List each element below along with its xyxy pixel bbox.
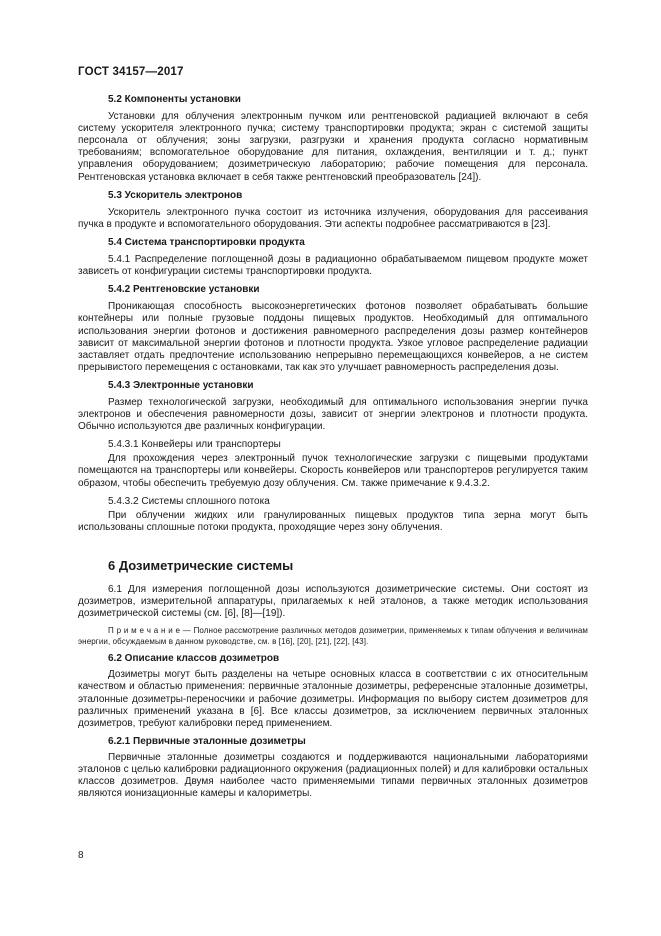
paragraph: 5.4.1 Распределение поглощенной дозы в радиационно обрабатываемом пищевом продукте может зависеть от конфигурации системы транспортировки продукта. bbox=[78, 254, 588, 278]
page-number: 8 bbox=[78, 850, 84, 861]
paragraph: Установки для облучения электронным пучком или рентгеновской радиацией включают в себя систему ускорителя электронного пучка; систему транспортировки продукта; экран с системой защиты персонала от облучения; зоны загрузки, разгрузки и хранения продукта согласно нормативным требованиям; вспомогательное оборудование для питания, охлаждения, вентиляции и т. д.; пункт управления оборудованием; дозиметрическую лабораторию; рабочие помещения для персонала. Рентгеновская установка включает в себя также рентгеновский преобразователь [24]). bbox=[78, 111, 588, 183]
paragraph: При облучении жидких или гранулированных пищевых продуктов типа зерна могут быть использованы сплошные потоки продукта, проходящие через зону облучения. bbox=[78, 509, 588, 533]
section-heading: 5.3 Ускоритель электронов bbox=[108, 189, 243, 201]
page-content bbox=[78, 94, 588, 806]
subsection-heading: 5.4.3.1 Конвейеры или транспортеры bbox=[108, 439, 281, 451]
paragraph: Первичные эталонные дозиметры создаются и поддерживаются национальными лабораториями эталонов с целью калибровки радиационного окружения (радиационных полей) и для калибровки остальных классов дозиметров. Двумя наиболее часто применяемыми типами первичных эталонных дозиметров являются ионизационные камеры и калориметры. bbox=[78, 751, 588, 800]
paragraph: Ускоритель электронного пучка состоит из источника излучения, оборудования для рассеивания пучка в продукте и вспомогательного оборудования. Эти аспекты подробнее рассматриваются в [23]. bbox=[78, 206, 588, 230]
paragraph: Для прохождения через электронный пучок технологические загрузки с пищевыми продуктами помещаются на транспортеры или конвейеры. Скорость конвейеров или транспортеров регулируется таким образом, чтобы обеспечить требуемую дозу облучения. См. также примечание к 9.4.3.2. bbox=[78, 453, 588, 489]
section-heading: 5.4.2 Рентгеновские установки bbox=[108, 284, 260, 296]
section-heading: 6.2 Описание классов дозиметров bbox=[108, 653, 280, 665]
chapter-heading: 6 Дозиметрические системы bbox=[108, 557, 294, 573]
section-heading: 5.4.3 Электронные установки bbox=[108, 379, 254, 391]
paragraph: 6.1 Для измерения поглощенной дозы используются дозиметрические системы. Они состоят из дозиметров, измерительной аппаратуры, прилагаемых к ней эталонов, а также методик использования дозиметрической системы (см. [6], [8]—[19]). bbox=[78, 584, 588, 620]
paragraph: Размер технологической загрузки, необходимый для оптимального использования энергии пучка электронов и обеспечения равномерности дозы, зависит от энергии электронов и плотности продукта. Обычно используются две различных конфигурации. bbox=[78, 396, 588, 433]
note: П р и м е ч а н и е — Полное рассмотрение различных методов дозиметрии, применяемых к типам облучения и величинам энергии, обсуждаемым в данном руководстве, см. в [16], [20], [21], [22], [43]. bbox=[78, 626, 588, 646]
subsection-heading: 5.4.3.2 Системы сплошного потока bbox=[108, 495, 270, 507]
section-heading: 5.2 Компоненты установки bbox=[108, 94, 241, 105]
section-heading: 5.4 Система транспортировки продукта bbox=[108, 236, 305, 248]
section-heading: 6.2.1 Первичные эталонные дозиметры bbox=[108, 735, 306, 747]
paragraph: Проникающая способность высокоэнергетических фотонов позволяет обрабатывать большие контейнеры или полные грузовые поддоны пищевых продуктов. Необходимый для оптимального использования энергии фотонов и достижения равномерного распределения дозы размер контейнеров зависит от максимальной энергии фотонов и плотности продукта. Узкое угловое распределение радиации заставляет отдать предпочтение использованию непрерывно перемещающихся конвейеров, а не систем прерывистого перемещения с остановками, так как это улучшает равномерность распределения дозы. bbox=[78, 301, 588, 373]
paragraph: Дозиметры могут быть разделены на четыре основных класса в соответствии с их относительным качеством и областью применения: первичные эталонные дозиметры, референсные эталонные дозиметры, эталонные дозиметры-переносчики и рабочие дозиметры. Информация по выбору систем дозиметров для различных применений указана в [6]. Все классы дозиметров, за исключением первичных эталонных дозиметров, требуют калибровки перед применением. bbox=[78, 669, 588, 729]
standard-header: ГОСТ 34157—2017 bbox=[78, 66, 184, 78]
